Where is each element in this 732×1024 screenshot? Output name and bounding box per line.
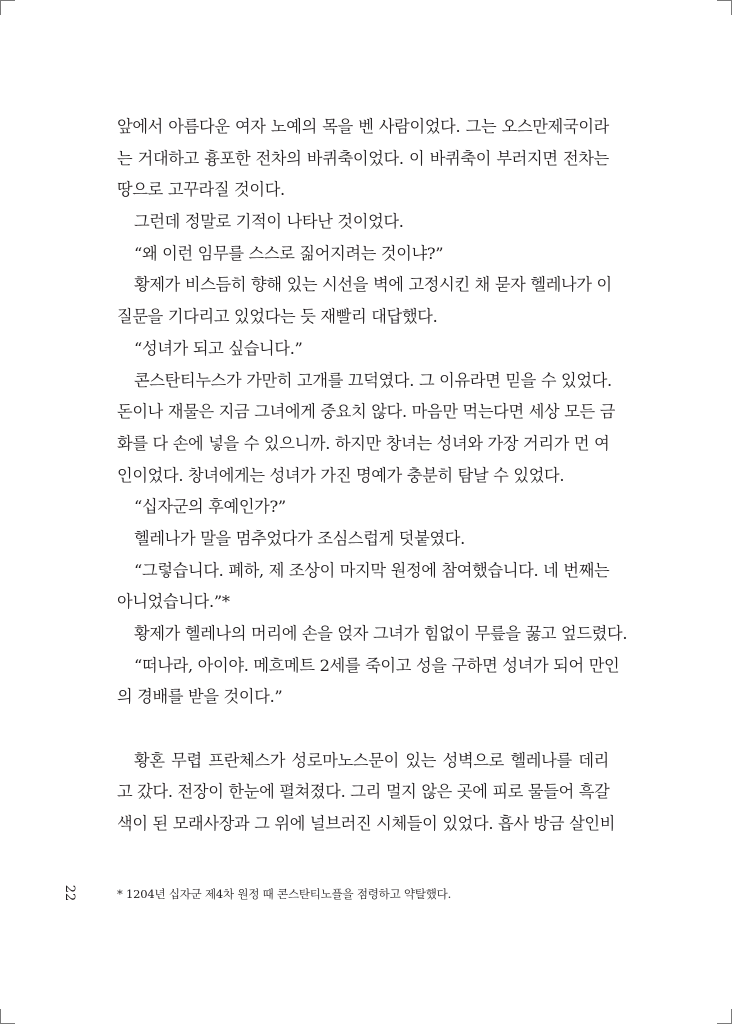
dialogue-line: “왜 이런 임무를 스스로 짊어지려는 것이냐?”: [134, 243, 444, 263]
dialogue-line: “떠나라, 아이야. 메흐메트 2세를 죽이고 성을 구하면 성녀가 되어 만인: [134, 655, 620, 675]
dialogue-line: “성녀가 되고 싶습니다.”: [134, 338, 303, 358]
text-line: 고 갔다. 전장이 한눈에 펼쳐졌다. 그리 멀지 않은 곳에 피로 물들어 흑갈: [117, 782, 610, 802]
text-line: 질문을 기다리고 있었다는 듯 재빨리 대답했다.: [117, 307, 438, 327]
text-line: 돈이나 재물은 지금 그녀에게 중요치 않다. 마음만 먹는다면 세상 모든 금: [117, 402, 616, 422]
crop-mark-top-left: [0, 0, 15, 15]
dialogue-line: “그렇습니다. 폐하, 제 조상이 마지막 원정에 참여했습니다. 네 번째는: [134, 560, 610, 580]
dialogue-line: “십자군의 후예인가?”: [134, 497, 286, 517]
text-line: 땅으로 고꾸라질 것이다.: [117, 180, 285, 200]
footnote: * 1204년 십자군 제4차 원정 때 콘스탄티노플을 점령하고 약탈했다.: [117, 887, 452, 901]
text-block-1: [117, 111, 628, 713]
text-line: 화를 다 손에 넣을 수 있으니까. 하지만 창녀는 성녀와 가장 거리가 먼 여: [117, 433, 610, 453]
text-line: 황혼 무렵 프란체스가 성로마노스문이 있는 성벽으로 헬레나를 데리: [134, 750, 609, 770]
text-line: 헬레나가 말을 멈추었다가 조심스럽게 덧붙였다.: [134, 528, 465, 548]
crop-mark-top-right: [717, 0, 732, 15]
text-line: 는 거대하고 흉포한 전차의 바퀴축이었다. 이 바퀴축이 부러지면 전차는: [117, 148, 609, 168]
section-break: [117, 713, 609, 745]
dialogue-line: 아니었습니다.”*: [117, 592, 230, 612]
text-line: 색이 된 모래사장과 그 위에 널브러진 시체들이 있었다. 흡사 방금 살인비: [117, 814, 616, 834]
page-number: 22: [62, 884, 77, 902]
crop-mark-bottom-right: [717, 1009, 732, 1024]
text-line: 황제가 헬레나의 머리에 손을 얹자 그녀가 힘없이 무릎을 꿇고 엎드렸다.: [134, 624, 628, 643]
dialogue-line: 의 경배를 받을 것이다.”: [117, 687, 283, 707]
crop-mark-bottom-left: [0, 1009, 15, 1024]
text-block-2: [117, 745, 616, 840]
text-line: 콘스탄티누스가 가만히 고개를 끄덕였다. 그 이유라면 믿을 수 있었다.: [134, 370, 612, 390]
text-line: 황제가 비스듬히 향해 있는 시선을 벽에 고정시킨 채 묻자 헬레나가 이: [134, 275, 612, 295]
text-line: 앞에서 아름다운 여자 노예의 목을 벤 사람이었다. 그는 오스만제국이라: [117, 117, 609, 136]
text-line: 인이었다. 창녀에게는 성녀가 가진 명예가 충분히 탐날 수 있었다.: [117, 465, 565, 485]
body-text: [117, 111, 628, 840]
text-line: 그런데 정말로 기적이 나타난 것이었다.: [134, 212, 404, 232]
